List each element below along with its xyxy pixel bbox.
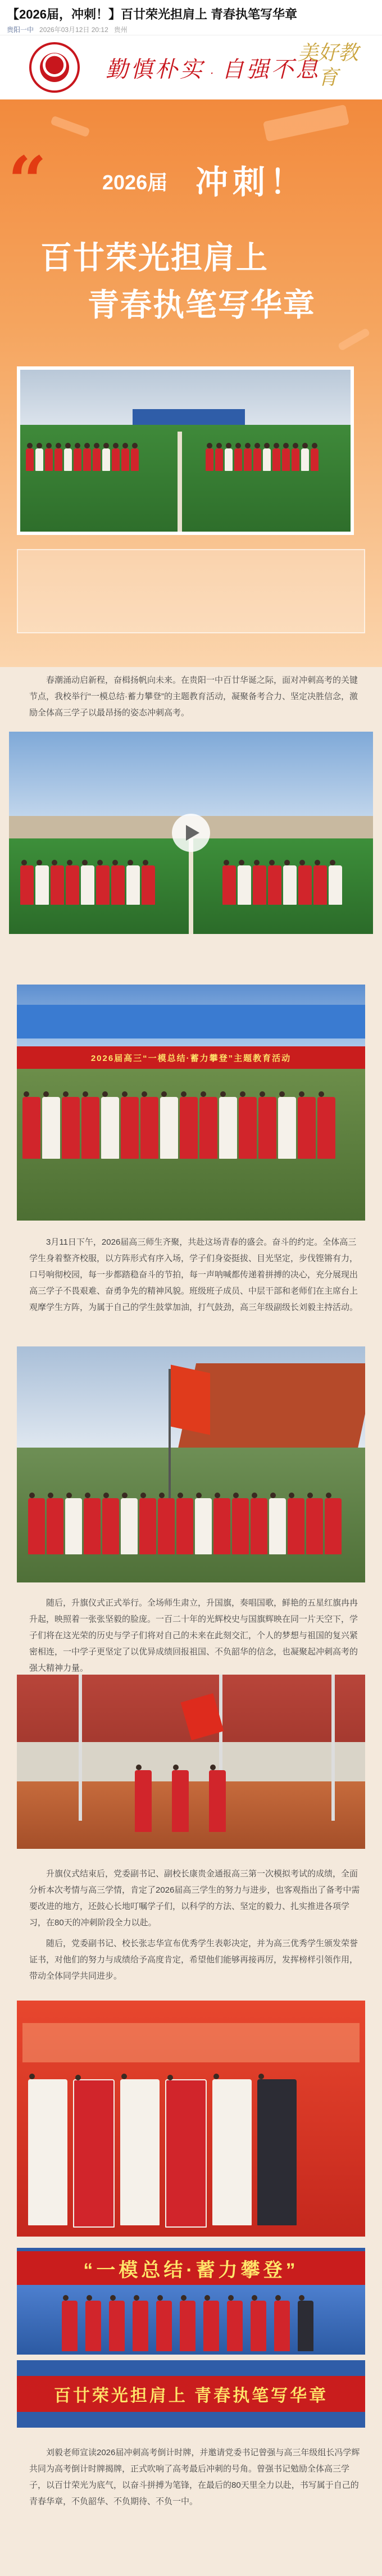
hero-year-label: 2026届 [102,171,168,194]
publish-date: 2026年03月12日 20:12 [39,26,108,34]
hero-photo [17,366,354,535]
paragraph-intro: 春潮涌动启新程，奋楫扬帆向未来。在贵阳一中百廿华诞之际，面对冲刺高考的关键节点，我校举行“一模总结·蓄力攀登”的主题教育活动，凝聚备考合力、坚定决胜信念，激励全体高三学子以最昂扬的姿态冲刺高考。 [29,675,358,718]
photo-banner-1: 2026届高三“一模总结·蓄力攀登”主题教育活动 [17,1046,365,1069]
hero-headline-2: 青春执笔写华章 [88,287,316,323]
paragraph-flag-ceremony: 随后，升旗仪式正式举行。全场师生肃立，升国旗，奏唱国歌，鲜艳的五星红旗冉冉升起，映照着一张张坚毅的脸庞。一百二十年的光辉校史与国旗辉映在同一片天空下，学子们将在这光荣的历史与学子们将对自己的未来在此刻交汇，个人的梦想与祖国的复兴紧密相连，一中学子更坚定了以优异成绩回报祖国、不负韶华的信念，也凝聚起冲刺高考的强大精神力量。 [29,1598,358,1673]
hero-decor-shape [50,116,90,138]
banner-photo [17,2248,365,2355]
paragraph-countdown: 刘毅老师宣读2026届冲刺高考倒计时牌，并邀请党委书记曾强与高三年级组长冯学辉共同为高考倒计时牌揭牌，正式吹响了高考最后冲刺的号角。曾强书记勉励全体高三学子，以百廿荣光为底气，以奋斗拼搏为笔锋，在最后的80天里全力以赴，书写属于自己的青春华章，不负韶华、不负期待、不负一中。 [29,2448,360,2506]
award-photo [17,2001,365,2237]
paragraph-report: 升旗仪式结束后，党委副书记、副校长康贵金通报高三第一次模拟考试的成绩，全面分析本次考情与高三学情，肯定了2026届高三学生的努力与进步，也客观指出了备考中需要改进的地方，还鼓心长地叮嘱学子们，以科学的方法、坚定的毅力、扎实推进各项学习，在80天的冲刺阶段全力以赴。 [29,1869,360,1928]
march-in-photo [17,985,365,1221]
article-header [0,0,382,35]
article-title: 【2026届，冲刺！】百廿荣光担肩上 青春执笔写华章 [7,7,298,21]
motto-right: 自强不息 [221,56,321,83]
publish-location: 贵州 [113,26,128,34]
school-logo-icon [29,42,80,93]
photo-card-2 [17,1346,365,1582]
flag-raising-photo [17,1675,365,1849]
quote-mark-icon: “ [8,142,47,221]
hero-poster [0,99,382,667]
flag-march-photo [17,1346,365,1582]
photo-card-4 [17,2001,365,2237]
hero-headline-1: 百廿荣光担肩上 [40,240,269,275]
photo-banner-3: 百廿荣光担肩上 青春执笔写华章 [17,2376,365,2412]
hero-cheer: 冲刺！ [195,164,307,201]
hero-photo-frame [17,549,365,633]
photo-card-1 [17,985,365,1221]
paragraph-awards: 随后，党委副书记、校长张志华宣布优秀学生表彰决定，并为高三优秀学生颁发荣誉证书，对他们的努力与成绩给予高度肯定，希望他们能够再接再厉，发挥榜样引领作用，带动全体同学共同进步。 [29,1939,358,1981]
school-motto [106,52,320,84]
article-meta [7,25,375,34]
school-brand-banner [0,35,382,99]
slogan-banner-photo [17,2360,365,2428]
video-thumbnail[interactable] [9,732,373,934]
paragraph-march: 3月11日下午，2026届高三师生齐聚，共赴这场青春的盛会。奋斗的约定。全体高三学生身着整齐校服，以方阵形式有序入场，学子们身姿挺拔、目光坚定，步伐铿锵有力，口号响彻校园，每一步都踏稳奋斗的节拍，每一声呐喊都传递着拼搏的决心，充分展现出高三学子不畏艰难、奋勇争先的精神风貌。班级班子成员、中层干部和老师们在主席台上观摩学生方阵，为属于自己的学生鼓掌加油，打气鼓劲，高三年级副级长刘毅主持活动。 [29,1237,358,1312]
author-link[interactable]: 贵阳一中 [7,26,34,34]
photo-card-6 [17,2360,365,2428]
photo-card-3 [17,1675,365,1849]
hero-decor-shape [338,328,371,351]
motto-separator: · [210,66,216,80]
photo-banner-2: “一模总结·蓄力攀登” [17,2251,365,2285]
school-slogan: 美好教育 [297,42,358,89]
motto-left: 勤慎朴实 [106,56,204,83]
hero-decor-shape [263,105,349,142]
photo-card-5 [17,2248,365,2355]
play-icon[interactable] [172,814,210,852]
